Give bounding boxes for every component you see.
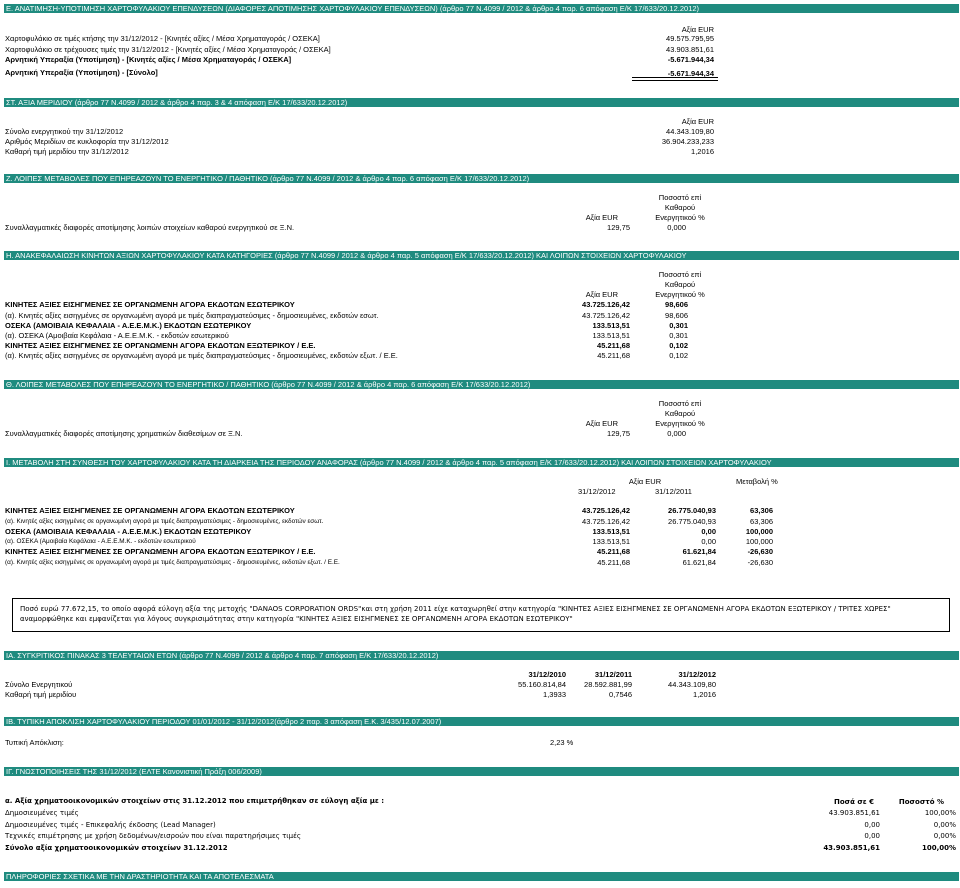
section-ib-header: ΙΒ. ΤΥΠΙΚΗ ΑΠΟΚΛΙΣΗ ΧΑΡΤΟΦΥΛΑΚΙΟΥ ΠΕΡΙΟΔΟΥ 01/01/2012 - 31/12/2012(άρθρο 2 παρ. 3 απόφαση Ε.Κ. 3/435/12.07.2007) bbox=[4, 717, 959, 726]
section-ig-heading: α. Αξία χρηματοοικονομικών στοιχείων στις 31.12.2012 που επιμετρήθηκαν σε εύλογη αξία με : bbox=[5, 797, 385, 805]
section-ig-row-amount: 0,00 bbox=[864, 832, 880, 840]
section-h-row-pct: 0,301 bbox=[669, 321, 688, 330]
section-i-header: Ι. ΜΕΤΑΒΟΛΗ ΣΤΗ ΣΥΝΘΕΣΗ ΤΟΥ ΧΑΡΤΟΦΥΛΑΚΙΟΥ ΚΑΤΑ ΤΗ ΔΙΑΡΚΕΙΑ ΤΗΣ ΠΕΡΙΟΔΟΥ ΑΝΑΦΟΡΑΣ (άρθρο 77 Ν.4099 / 2012 & άρθρο 4 παρ. 5 απόφαση Ε/Κ 17/633/20.12.2012) ΚΑΙ ΛΟΙΠΩΝ ΣΤΟΙΧΕΙΩΝ ΧΑΡΤΟΦΥΛΑΚΙΟΥ bbox=[4, 458, 959, 467]
section-ig-total-amount: 43.903.851,61 bbox=[823, 844, 880, 852]
section-h-row-pct: 98,606 bbox=[665, 311, 688, 320]
section-e-row-label: Αρνητική Υπεραξία (Υποτίμηση) - [Κινητές αξίες / Μέσα Χρηματαγοράς / ΟΣΕΚΑ] bbox=[5, 55, 292, 64]
section-th-row-value: 129,75 bbox=[607, 429, 630, 438]
section-e-total-label: Αρνητική Υπεραξία (Υποτίμηση) - [Σύνολο] bbox=[5, 68, 158, 77]
section-h-row-pct: 98,606 bbox=[665, 300, 688, 309]
section-h-row-value: 43.725.126,42 bbox=[582, 311, 630, 320]
section-i-row-change: -26,630 bbox=[747, 558, 773, 567]
section-h-row-value: 133.513,51 bbox=[592, 321, 630, 330]
section-h-row-pct: 0,102 bbox=[669, 351, 688, 360]
section-h-row-label: (α). Κινητές αξίες εισηγμένες σε οργανωμένη αγορά με τιμές διαπραγματεύσιμες - δημοσιευμένες, εκδοτών εσωτ. bbox=[5, 311, 379, 320]
section-st-row-label: Καθαρή τιμή μεριδίου την 31/12/2012 bbox=[5, 147, 129, 156]
section-ig-row-label: Δημοσιευμένες τιμές bbox=[5, 809, 79, 817]
section-st-col-header: Αξία EUR bbox=[681, 117, 714, 126]
section-e-row-label: Χαρτοφυλάκιο σε τιμές κτήσης την 31/12/2012 - [Κινητές αξίες / Μέσα Χρηματαγοράς / ΟΣΕΚΑ] bbox=[5, 34, 320, 43]
section-ia-date: 31/12/2011 bbox=[594, 670, 632, 679]
section-activity-header: ΠΛΗΡΟΦΟΡΙΕΣ ΣΧΕΤΙΚΑ ΜΕ ΤΗΝ ΔΡΑΣΤΗΡΙΟΤΗΤΑ ΚΑΙ ΤΑ ΑΠΟΤΕΛΕΣΜΑΤΑ bbox=[4, 872, 959, 881]
section-ia-row-value: 1,2016 bbox=[693, 690, 716, 699]
section-i-row-v1: 45.211,68 bbox=[597, 558, 630, 567]
section-th-col2-header: Καθαρού bbox=[664, 409, 696, 418]
section-ig-total-pct: 100,00% bbox=[921, 844, 956, 852]
section-ia-header: ΙΑ. ΣΥΓΚΡΙΤΙΚΟΣ ΠΙΝΑΚΑΣ 3 ΤΕΛΕΥΤΑΙΩΝ ΕΤΩΝ (άρθρο 77 Ν.4099 / 2012 & άρθρο 4 παρ. 7 απόφαση Ε/Κ 17/633/20.12.2012) bbox=[4, 651, 959, 660]
std-deviation-value: 2,23 % bbox=[550, 738, 574, 747]
section-th-header: Θ. ΛΟΙΠΕΣ ΜΕΤΑΒΟΛΕΣ ΠΟΥ ΕΠΗΡΕΑΖΟΥΝ ΤΟ ΕΝΕΡΓΗΤΙΚΟ / ΠΑΘΗΤΙΚΟ (άρθρο 77 Ν.4099 / 2012 & άρθρο 4 παρ. 6 απόφαση Ε/Κ 17/633/20.12.2012) bbox=[4, 380, 959, 389]
section-st-row-value: 36.904.233,233 bbox=[661, 137, 714, 146]
section-h-row-label: ΚΙΝΗΤΕΣ ΑΞΙΕΣ ΕΙΣΗΓΜΕΝΕΣ ΣΕ ΟΡΓΑΝΩΜΕΝΗ ΑΓΟΡΑ ΕΚΔΟΤΩΝ ΕΞΩΤΕΡΙΚΟΥ / Ε.Ε. bbox=[5, 341, 316, 350]
section-ig-row-pct: 0,00% bbox=[933, 821, 956, 829]
section-h-row-pct: 0,102 bbox=[669, 341, 688, 350]
section-z-col1-header: Αξία EUR bbox=[585, 213, 618, 222]
section-i-row-change: 100,000 bbox=[745, 527, 773, 536]
note-line: Ποσό ευρώ 77.672,15, το οποίο αφορά εύλογη αξία της μετοχής "DANAOS CORPORATION ORDS"και στη χρήση 2011 είχε καταχωρηθεί στην κατηγορία "ΚΙΝΗΤΕΣ ΑΞΙΕΣ ΕΙΣΗΓΜΕΝΕΣ ΣΕ ΟΡΓΑΝΩΜΕΝΗ ΑΓΟΡΑ ΕΚΔΟΤΩΝ ΕΞΩΤΕΡΙΚΟΥ / ΤΡΙΤΕΣ ΧΩΡΕΣ" bbox=[20, 605, 891, 613]
section-i-row-v1: 45.211,68 bbox=[597, 547, 630, 556]
section-i-row-v2: 0,00 bbox=[701, 537, 716, 546]
section-i-row-label: ΟΣΕΚΑ (ΑΜΟΙΒΑΙΑ ΚΕΦΑΛΑΙΑ - Α.Ε.Ε.Μ.Κ.) ΕΚΔΟΤΩΝ ΕΣΩΤΕΡΙΚΟΥ bbox=[5, 527, 252, 536]
section-ia-date: 31/12/2010 bbox=[528, 670, 566, 679]
section-ia-row-label: Καθαρή τιμή μεριδίου bbox=[5, 690, 77, 699]
section-th-row-label: Συναλλαγματικές διαφορές αποτίμησης χρηματικών διαθεσίμων σε Ξ.Ν. bbox=[5, 429, 243, 438]
note-line: αναμορφώθηκε και εμφανίζεται για λόγους συγκρισιμότητας στην κατηγορία "ΚΙΝΗΤΕΣ ΑΞΙΕΣ ΕΙΣΗΓΜΕΝΕΣ ΣΕ ΟΡΓΑΝΩΜΕΝΗ ΑΓΟΡΑ ΕΚΔΟΤΩΝ ΕΣΩΤΕΡΙΚΟΥ" bbox=[20, 615, 573, 623]
section-i-row-change: -26,630 bbox=[747, 547, 773, 556]
section-ia-row-value: 1,3933 bbox=[543, 690, 566, 699]
section-i-row-v1: 133.513,51 bbox=[592, 527, 630, 536]
section-ia-row-label: Σύνολο Ενεργητικού bbox=[5, 680, 73, 689]
section-h-row-label: (α). Κινητές αξίες εισηγμένες σε οργανωμένη αγορά με τιμές διαπραγματεύσιμες - δημοσιευμένες, εκδοτών εξωτ. / Ε.Ε. bbox=[5, 351, 398, 360]
section-th-col1-header: Αξία EUR bbox=[585, 419, 618, 428]
section-e-row-value: 49.575.795,95 bbox=[666, 34, 714, 43]
section-i-row-v1: 133.513,51 bbox=[592, 537, 630, 546]
section-ig-col-pct: Ποσοστό % bbox=[898, 798, 944, 806]
section-i-date1: 31/12/2012 bbox=[578, 487, 616, 496]
section-ia-row-value: 55.160.814,84 bbox=[518, 680, 566, 689]
section-i-row-v2: 0,00 bbox=[701, 527, 716, 536]
section-st-row-label: Αριθμός Μεριδίων σε κυκλοφορία την 31/12/2012 bbox=[5, 137, 169, 146]
section-i-col-value-header: Αξία EUR bbox=[628, 477, 662, 486]
section-i-row-v1: 43.725.126,42 bbox=[582, 517, 630, 526]
section-h-row-label: ΚΙΝΗΤΕΣ ΑΞΙΕΣ ΕΙΣΗΓΜΕΝΕΣ ΣΕ ΟΡΓΑΝΩΜΕΝΗ ΑΓΟΡΑ ΕΚΔΟΤΩΝ ΕΣΩΤΕΡΙΚΟΥ bbox=[5, 300, 295, 309]
section-st-row-label: Σύνολο ενεργητικού την 31/12/2012 bbox=[5, 127, 124, 136]
section-ig-row-label: Τεχνικές επιμέτρησης με χρήση δεδομένων/εισροών που είναι παρατηρήσιμες τιμές bbox=[5, 832, 301, 840]
section-ig-total-label: Σύνολο αξία χρηματοοικονομικών στοιχείων 31.12.2012 bbox=[5, 844, 228, 852]
section-i-row-change: 63,306 bbox=[750, 517, 773, 526]
section-st-row-value: 1,2016 bbox=[691, 147, 714, 156]
section-th-col2-header: Ενεργητικού % bbox=[655, 419, 705, 428]
section-ig-row-amount: 0,00 bbox=[864, 821, 880, 829]
section-z-col2-header: Ποσοστό επί bbox=[658, 193, 702, 202]
section-i-row-label: ΚΙΝΗΤΕΣ ΑΞΙΕΣ ΕΙΣΗΓΜΕΝΕΣ ΣΕ ΟΡΓΑΝΩΜΕΝΗ ΑΓΟΡΑ ΕΚΔΟΤΩΝ ΕΞΩΤΕΡΙΚΟΥ / Ε.Ε. bbox=[5, 547, 316, 556]
section-e-row-value: 43.903.851,61 bbox=[666, 45, 714, 54]
section-i-row-v2: 61.621,84 bbox=[682, 547, 716, 556]
section-z-row-pct: 0,000 bbox=[667, 223, 686, 232]
section-e-header: Ε. ΑΝΑΤΙΜΗΣΗ-ΥΠΟΤΙΜΗΣΗ ΧΑΡΤΟΦΥΛΑΚΙΟΥ ΕΠΕΝΔΥΣΕΩΝ (ΔΙΑΦΟΡΕΣ ΑΠΟΤΙΜΗΣΗΣ ΧΑΡΤΟΦΥΛΑΚΙΟΥ ΕΠΕΝΔΥΣΕΩΝ) (άρθρο 77 Ν.4099 / 2012 & άρθρο 4 παρ. 6 απόφαση Ε/Κ 17/633/20.12.2012) bbox=[4, 4, 959, 13]
section-z-col2-header: Καθαρού bbox=[664, 203, 696, 212]
section-z-row-value: 129,75 bbox=[607, 223, 630, 232]
section-ig-col-amount: Ποσά σε € bbox=[833, 798, 874, 806]
section-h-row-value: 45.211,68 bbox=[597, 351, 630, 360]
section-z-header: Ζ. ΛΟΙΠΕΣ ΜΕΤΑΒΟΛΕΣ ΠΟΥ ΕΠΗΡΕΑΖΟΥΝ ΤΟ ΕΝΕΡΓΗΤΙΚΟ / ΠΑΘΗΤΙΚΟ (άρθρο 77 Ν.4099 / 2012 & άρθρο 4 παρ. 6 απόφαση Ε/Κ 17/633/20.12.2012) bbox=[4, 174, 959, 183]
section-h-col2-header: Ενεργητικού % bbox=[655, 290, 705, 299]
section-i-row-change: 100,000 bbox=[745, 537, 773, 546]
section-th-col2-header: Ποσοστό επί bbox=[658, 399, 702, 408]
section-z-col2-header: Ενεργητικού % bbox=[655, 213, 705, 222]
section-h-row-pct: 0,301 bbox=[669, 331, 688, 340]
section-ia-row-value: 28.592.881,99 bbox=[584, 680, 632, 689]
total-underline bbox=[632, 80, 718, 81]
section-i-row-v2: 26.775.040,93 bbox=[668, 506, 716, 515]
section-h-row-label: (α). ΟΣΕΚΑ (Αμοιβαία Κεφάλαια - Α.Ε.Ε.Μ.Κ. - εκδοτών εσωτερικού bbox=[5, 331, 229, 340]
section-e-col-header: Αξία EUR bbox=[681, 25, 714, 34]
section-ig-row-amount: 43.903.851,61 bbox=[828, 809, 880, 817]
section-i-row-label: ΚΙΝΗΤΕΣ ΑΞΙΕΣ ΕΙΣΗΓΜΕΝΕΣ ΣΕ ΟΡΓΑΝΩΜΕΝΗ ΑΓΟΡΑ ΕΚΔΟΤΩΝ ΕΣΩΤΕΡΙΚΟΥ bbox=[5, 506, 295, 515]
section-h-row-value: 45.211,68 bbox=[597, 341, 630, 350]
section-i-row-change: 63,306 bbox=[750, 506, 773, 515]
section-i-date2: 31/12/2011 bbox=[655, 487, 692, 496]
section-ia-row-value: 0,7546 bbox=[609, 690, 632, 699]
section-i-col-change-header: Μεταβολή % bbox=[736, 477, 778, 486]
section-h-col2-header: Καθαρού bbox=[664, 280, 696, 289]
section-i-row-v1: 43.725.126,42 bbox=[582, 506, 630, 515]
section-e-row-value: -5.671.944,34 bbox=[667, 55, 714, 64]
section-h-row-label: ΟΣΕΚΑ (ΑΜΟΙΒΑΙΑ ΚΕΦΑΛΑΙΑ - Α.Ε.Ε.Μ.Κ.) ΕΚΔΟΤΩΝ ΕΣΩΤΕΡΙΚΟΥ bbox=[5, 321, 252, 330]
section-st-header: ΣΤ. ΑΞΙΑ ΜΕΡΙΔΙΟΥ (άρθρο 77 Ν.4099 / 2012 & άρθρο 4 παρ. 3 & 4 απόφαση Ε/Κ 17/633/20.12.2012) bbox=[4, 98, 959, 107]
section-ig-row-label: Δημοσιευμένες τιμές - Επικεφαλής έκδοσης (Lead Manager) bbox=[5, 821, 216, 829]
section-h-header: Η. ΑΝΑΚΕΦΑΛΑΙΩΣΗ ΚΙΝΗΤΩΝ ΑΞΙΩΝ ΧΑΡΤΟΦΥΛΑΚΙΟΥ ΚΑΤΑ ΚΑΤΗΓΟΡΙΕΣ (άρθρο 77 Ν.4099 / 2012 & άρθρο 4 παρ. 5 απόφαση Ε/Κ 17/633/20.12.2012) ΚΑΙ ΛΟΙΠΩΝ ΣΤΟΙΧΕΙΩΝ ΧΑΡΤΟΦΥΛΑΚΙΟΥ bbox=[4, 251, 959, 260]
section-e-row-label: Χαρτοφυλάκιο σε τρέχουσες τιμές την 31/12/2012 - [Κινητές αξίες / Μέσα Χρηματαγοράς / ΟΣΕΚΑ] bbox=[5, 45, 331, 54]
section-i-row-label: (α). Κινητές αξίες εισηγμένες σε οργανωμένη αγορά με τιμές διαπραγματεύσιμες - δημοσιευμένες, εκδοτών εξωτ. / Ε.Ε. bbox=[5, 559, 340, 566]
section-ig-header: ΙΓ. ΓΝΩΣΤΟΠΟΙΗΣΕΙΣ ΤΗΣ 31/12/2012 (ΕΛΤΕ Κανονιστική Πράξη 006/2009) bbox=[4, 767, 959, 776]
section-h-col2-header: Ποσοστό επί bbox=[658, 270, 702, 279]
section-ig-row-pct: 100,00% bbox=[924, 809, 956, 817]
section-h-row-value: 133.513,51 bbox=[592, 331, 630, 340]
section-i-row-label: (α). Κινητές αξίες εισηγμένες σε οργανωμένη αγορά με τιμές διαπραγματεύσιμες - δημοσιευμένες, εκδοτών εσωτ. bbox=[5, 518, 324, 525]
section-th-row-pct: 0,000 bbox=[667, 429, 686, 438]
section-st-row-value: 44.343.109,80 bbox=[666, 127, 714, 136]
section-i-row-v2: 26.775.040,93 bbox=[668, 517, 716, 526]
section-h-row-value: 43.725.126,42 bbox=[582, 300, 630, 309]
std-deviation-label: Τυπική Απόκλιση: bbox=[5, 738, 64, 747]
section-i-row-v2: 61.621,84 bbox=[682, 558, 716, 567]
section-ia-date: 31/12/2012 bbox=[678, 670, 716, 679]
section-e-total-value: -5.671.944,34 bbox=[667, 69, 714, 78]
section-h-col1-header: Αξία EUR bbox=[585, 290, 618, 299]
section-ig-row-pct: 0,00% bbox=[933, 832, 956, 840]
section-z-row-label: Συναλλαγματικές διαφορές αποτίμησης λοιπών στοιχείων καθαρού ενεργητικού σε Ξ.Ν. bbox=[5, 223, 295, 232]
section-ia-row-value: 44.343.109,80 bbox=[668, 680, 716, 689]
section-i-row-label: (α). ΟΣΕΚΑ (Αμοιβαία Κεφάλαια - Α.Ε.Ε.Μ.Κ. - εκδοτών εσωτερικού bbox=[5, 538, 196, 545]
